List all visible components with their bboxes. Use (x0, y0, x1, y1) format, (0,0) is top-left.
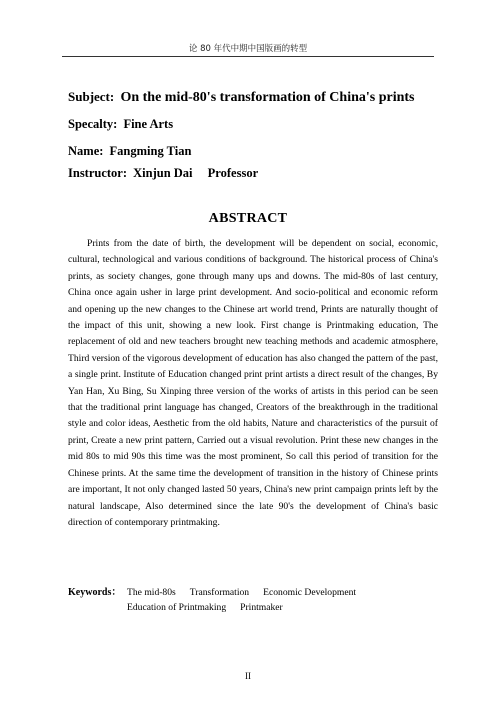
keywords-label: Keywords： (68, 587, 122, 598)
subject-label: Subject: (68, 89, 115, 104)
subject-value: On the mid-80's transformation of China's prints (120, 90, 415, 105)
name-label: Name: (68, 144, 104, 158)
keyword-item: Education of Printmaking (127, 602, 227, 613)
keyword-item: The mid-80s (127, 587, 176, 598)
specialty-label: Specalty: (68, 117, 118, 131)
abstract-heading: ABSTRACT (208, 211, 288, 226)
running-header: 论 80 年代中期中国版画的转型 (188, 44, 308, 54)
name-value: Fangming Tian (109, 144, 192, 158)
instructor-value: Xinjun Dai (133, 166, 193, 180)
page-number: II (245, 671, 251, 681)
instructor-line (68, 166, 258, 180)
subject-line (68, 90, 415, 105)
specialty-value: Fine Arts (123, 117, 174, 131)
abstract-paragraph: Prints from the date of birth, the development will be dependent on social, economic, cultural, technological and various conditions of background. The historical process of China's prints, as society changes, gone through many ups and downs. The mid-80s of last century, China once again usher in large print development. And socio-political and economic reform and opening up the new changes to the Chinese art world trend, Prints are naturally thought of the impact of this unit, showing a new look. First change is Printmaking education, The replacement of old and new teachers brought new teaching methods and academic atmosphere, Third version of the vigorous development of education has also changed the pattern of the past, a single print. Institute of Education changed print print artists a direct result of the changes, By Yan Han, Xu Bing, Su Xinping three version of the works of artists in this period can be seen that the traditional print language has changed, Creators of the breakthrough in the traditional style and color ideas, Aesthetic from the old habits, Nature and characteristics of the pursuit of print, Create a new print pattern, Carried out a visual revolution. Print these new changes in the mid 80s to mid 90s this time was the most prominent, So call this period of transition for the Chinese prints. At the same time the development of transition in the history of Chinese prints are important, It not only changed lasted 50 years, China's new print campaign prints left by the natural landscape, Also determined since the late 90's the development of China's basic direction of contemporary printmaking. (68, 238, 438, 528)
specialty-line (68, 117, 173, 131)
header-divider (62, 56, 434, 57)
keywords-list (127, 585, 440, 615)
instructor-label: Instructor: (68, 166, 128, 180)
keyword-item: Printmaker (240, 602, 283, 613)
keyword-item: Economic Development (263, 587, 357, 598)
name-line (68, 144, 191, 158)
instructor-role: Professor (207, 166, 259, 180)
keyword-item: Transformation (189, 587, 250, 598)
